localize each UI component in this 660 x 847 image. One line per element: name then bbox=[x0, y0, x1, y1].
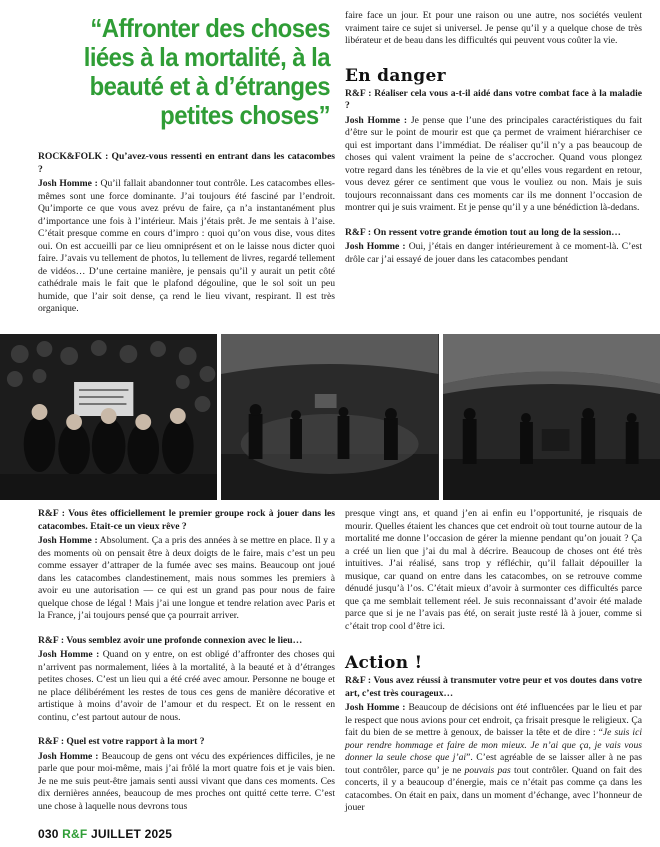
question: ROCK&FOLK : Qu’avez-vous ressenti en entrant dans les catacombes ? bbox=[38, 151, 335, 175]
page-footer bbox=[38, 827, 172, 841]
continued-text: presque vingt ans, et quand j’en ai enfin eu l’opportunité, je risquais de mourir. Quelles étaient les chances que cet endroit où tout tourne autour de la mortalité me donne l’occasion de gérer la mienne pendant qu’on jouait ? Ça a créé un lien que j’ai du mal à décrire. Beaucoup de choses ont été très intuitives. J’ai réalisé, sans trop y réfléchir, qu’il fallait dépouiller la musique, car quand on entre dans les catacombes, on se retrouve comme dénudé jusqu’à l’os. C’était mieux d’avoir à surmonter ces difficultés parce que ça me semblait tellement réel. Je suis reconnaissant d’avoir été malade parce que si je ne l’avais pas été, on serait juste resté là à jouer, comme si c’était trop cool d’être ici. bbox=[345, 508, 642, 632]
page-number: 030 bbox=[38, 827, 59, 841]
answer: Josh Homme : Quand on y entre, on est obligé d’affronter des choses qui n’arrivent pas normalement, liées à la mortalité, à la beauté et à d’étranges petites choses. C’est un lieu qui a été créé avec amour. Personne ne bouge et ne place délibérément les restes de tous ces gens de manière décorative et artistique à moins d’avoir de l’amour et du respect. Et on le ressent en continu, c’est partout autour de nous. bbox=[38, 649, 335, 723]
section-heading: Action ! bbox=[345, 653, 423, 673]
issue-date: JUILLET 2025 bbox=[90, 827, 173, 841]
question: R&F : Vous semblez avoir une profonde connexion avec le lieu… bbox=[38, 634, 303, 646]
article-column-bottom-right bbox=[345, 508, 642, 817]
question: R&F : Vous avez réussi à transmuter votre peur et vos doutes dans votre art, c’est très courageux… bbox=[345, 675, 642, 699]
question: R&F : Réaliser cela vous a-t-il aidé dans votre combat face à la maladie ? bbox=[345, 87, 642, 111]
answer: Josh Homme : Beaucoup de gens ont vécu des expériences difficiles, je ne parle que pour moi-même, mais j’ai frôlé la mort quatre fois et je vais bien. Je ne me suis peut-être jamais senti aussi vivant que dans ces moments. Ces dix dernières années, beaucoup de mes proches ont quitté cette terre. C’est une chose à laquelle nous devrons tous bbox=[38, 750, 335, 812]
answer: Josh Homme : Oui, j’étais en danger intérieurement à ce moment-là. C’est drôle car j’ai essayé de jouer dans les catacombes pendant bbox=[345, 241, 642, 265]
band-photo-3 bbox=[443, 334, 660, 500]
band-photo-2 bbox=[221, 334, 438, 500]
pull-quote: “Affronter des choses liées à la mortalité, à la beauté et à d’étranges petites choses” bbox=[83, 13, 330, 130]
answer: Josh Homme : Absolument. Ça a pris des années à se mettre en place. Il y a des moments où on pensait être à deux doigts de le faire, mais c’est un peu comme essayer d’attraper de la fumée avec ses mains. Beaucoup ont joué dans les catacombes clandestinement, mais nous sommes les premiers à avoir eu une autorisation — ce qui est un grand pas pour nous de faire quelque chose de légal ! Mais j’ai une longue et tendre relation avec Paris et la France, j’ai toujours pensé que ça pourrait arriver. bbox=[38, 535, 336, 621]
magazine-brand: R&F bbox=[62, 827, 88, 841]
answer: Josh Homme : Qu’il fallait abandonner tout contrôle. Les catacombes elles-mêmes sont une force dominante. J’ai toujours été fasciné par l’endroit. Qu’importe ce que vous avez prévu de faire, ça n’a instantanément plus d’importance une fois à l’intérieur. Mais j’étais prêt. Je me sentais à l’aise. C’était presque comme en cours d’impro : quoi qu’on vous dise, vous dites oui. On est accueilli par ce lieu omniprésent et on le laisse nous dicter quoi faire. J’avais vu tellement de photos, lu tellement de livres, regardé tellement de vidéos… D’une certaine manière, je pensais qu’il y aurait un petit côté cathédrale mais le fait que le plafond dégouline, que le sol soit un peu humide, que l’air soit dense, ça rend le lieu vivant, respirant. Il est très organique. bbox=[38, 178, 336, 314]
photo-strip bbox=[0, 334, 660, 500]
article-column-top-right bbox=[345, 10, 642, 268]
answer: Josh Homme : Beaucoup de décisions ont été influencées par le lieu et par le respect que nous avions pour cet endroit, ça frisait presque le religieux. Ça fait du bien de se mettre à genoux, de baisser la tête et de dire : “Je suis ici pour rendre hommage et faire de mon mieux. Je n’ai que ça, je vais vous donner la seule chose que j’ai”. C’est agréable de se laisser aller à ne pas tout contrôler, parce qu’ je ne pouvais pas tout contrôler. Quand on fait des concerts, il y a beaucoup d’énergie, mais ce n’était pas comme ça dans les catacombes. On était en paix, dans un moment d’échange, avec l’honneur de jouer bbox=[345, 702, 643, 813]
article-column-top-left bbox=[38, 151, 335, 318]
question: R&F : Vous êtes officiellement le premier groupe rock à jouer dans les catacombes. Etait-ce un vieux rêve ? bbox=[38, 508, 335, 532]
question: R&F : Quel est votre rapport à la mort ? bbox=[38, 736, 205, 747]
continued-text: faire face un jour. Et pour une raison ou une autre, nos sociétés veulent vraiment taire ce sujet si universel. Je pense qu’il y a quelque chose de très libérateur et de beau dans les difficultés qui peuvent vous coûter la vie. bbox=[345, 10, 642, 46]
band-photo-1 bbox=[0, 334, 217, 500]
article-column-bottom-left bbox=[38, 508, 335, 815]
section-heading: En danger bbox=[345, 65, 446, 86]
answer: Josh Homme : Je pense que l’une des principales caractéristiques du fait d’être sur le point de mourir est que ça permet de vraiment hiérarchiser ce qui est important dans l’immédiat. De réaliser qu’il n’y a pas beaucoup de choses qui valent vraiment la peine de s’accrocher. Quand vous plongez votre regard dans les ténèbres de la vie et qu’elles vous regardent en retour, vous devez gérer ce sentiment que vous le vouliez ou non. Mais je suis toujours reconnaissant dans ces moments car ils me donnent l’occasion de montrer qui je suis vraiment. Et je pense qu’il y a une bénédiction là-dedans. bbox=[345, 114, 643, 213]
question: R&F : On ressent votre grande émotion tout au long de la session… bbox=[345, 226, 621, 238]
